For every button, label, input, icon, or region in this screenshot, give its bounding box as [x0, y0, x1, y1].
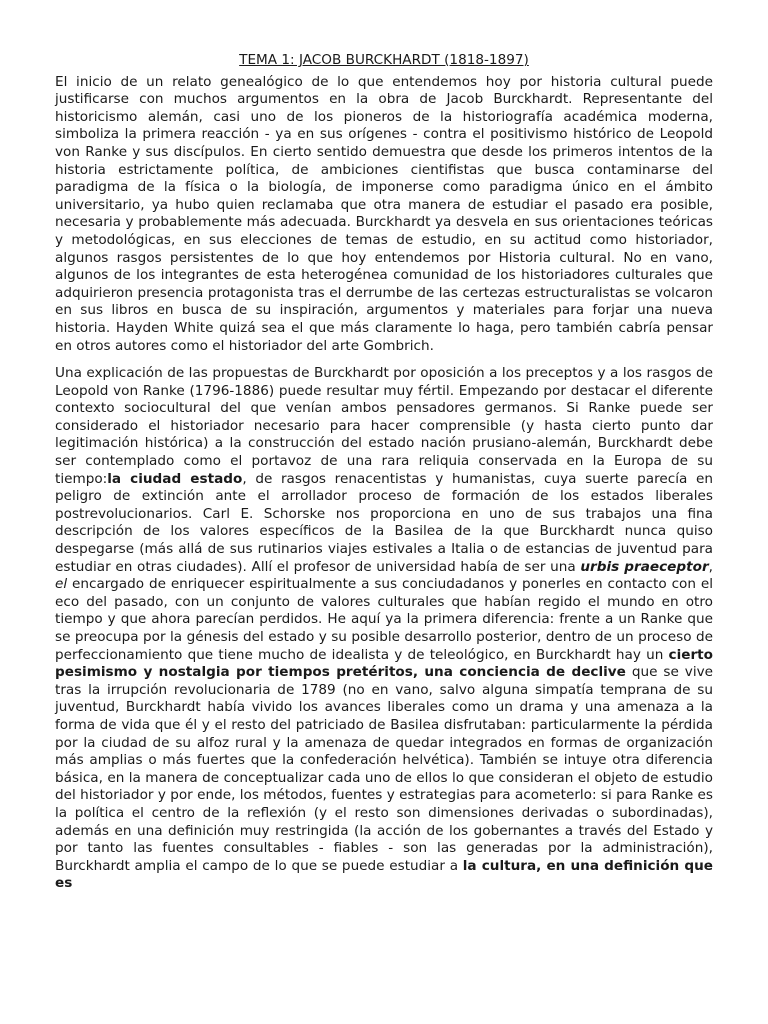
- bold-phrase-ciudad-estado: la ciudad estado: [107, 470, 243, 487]
- bold-phrase-pesimismo: cierto pesimismo y nostalgia por tiempos pretéritos, una conciencia de declive: [55, 646, 713, 681]
- paragraph-1: El inicio de un relato genealógico de lo que entendemos hoy por historia cultural puede justificarse con muchos argumentos en la obra de Jacob Burckhardt. Representante del historicismo alemán, casi uno de los pioneros de la historiografía académica moderna, simboliza la primera reacción - ya en sus orígenes - contra el positivismo histórico de Leopold von Ranke y sus discípulos. En cierto sentido demuestra que desde los primeros intentos de la historia estrictamente política, de ambiciones cientifistas que busca contaminarse del paradigma de la física o la biología, de imponerse como paradigma único en el ámbito universitario, ya hubo quien reclamaba que otra manera de estudiar el pasado era posible, necesaria y probablemente más adecuada. Burckhardt ya desvela en sus orientaciones teóricas y metodológicas, en sus elecciones de temas de estudio, en su actitud como historiador, algunos rasgos persistentes de lo que hoy entendemos por Historia cultural. No en vano, algunos de los integrantes de esta heterogénea comunidad de los historiadores culturales que adquirieron presencia protagonista tras el derrumbe de las certezas estructuralistas se volcaron en sus libros en busca de su inspiración, argumentos y materiales para forjar una nueva historia. Hayden White quizá sea el que más claramente lo haga, pero también cabría pensar en otros autores como el historiador del arte Gombrich.: [55, 73, 713, 354]
- italic-el: el: [55, 576, 68, 593]
- paragraph-2: [55, 365, 713, 893]
- bold-phrase-la-cultura: la cultura, en una definición que es: [55, 857, 713, 892]
- document-page: [55, 52, 713, 903]
- paragraph-2-text: Una explicación de las propuestas de Burckhardt por oposición a los preceptos y a los rasgos de Leopold von Ranke (1796-1886) puede resultar muy fértil. Empezando por destacar el diferente contexto sociocultural del que venían ambos pensadores germanos. Si Ranke puede ser considerado el historiador necesario para hacer comprensible (y hasta cierto punto dar legitimación histórica) a la construcción del estado nación prusiano-alemán, Burckhardt debe ser contemplado como el portavoz de una rara reliquia conservada en la Europa de su tiempo:: [55, 365, 713, 487]
- paragraph-2-text: que se vive tras la irrupción revolucionaria de 1789 (no en vano, salvo alguna simpatía temprana de su juventud, Burckhardt había vivido los avances liberales como un drama y una amenaza a la forma de vida que él y el resto del patriciado de Basilea disfrutaban: particularmente la pérdida por la ciudad de su alfoz rural y la amenaza de quedar integrados en formas de organización más amplias o más fuertes que la confederación helvética). También se intuye otra diferencia básica, en la manera de conceptualizar cada uno de ellos lo que consideran el objeto de estudio del historiador y por ende, los métodos, fuentes y estrategias para acometerlo: si para Ranke es la política el centro de la reflexión (y el resto son dimensiones derivadas o subordinadas), además en una definición muy restringida (la acción de los gobernantes a través del Estado y por tanto las fuentes consultables - fiables - son las generadas por la administración), Burckhardt amplia el campo de lo que se puede estudiar a: [55, 664, 714, 874]
- paragraph-2-text: encargado de enriquecer espiritualmente a sus conciudadanos y ponerles en contacto con el eco del pasado, con un conjunto de valores culturales que habían regido el mundo en otro tiempo y que ahora parecían perdidos. He aquí ya la primera diferencia: frente a un Ranke que se preocupa por la génesis del estado y su posible desarrollo posterior, dentro de un proceso de perfeccionamiento que tiene mucho de idealista y de teleológico, en Burckhardt hay un: [55, 576, 713, 663]
- paragraph-2-text: , de rasgos renacentistas y humanistas, cuya suerte parecía en peligro de extinción ante el arrollador proceso de formación de los estados liberales postrevolucionarios. Carl E. Schorske nos proporciona en uno de sus trabajos una fina descripción de los valores específicos de la Basilea de la que Burckhardt nunca quiso despegarse (más allá de sus rutinarios viajes estivales a Italia o de estancias de juventud para estudiar en otras ciudades). Allí el profesor de universidad había de ser una: [55, 470, 713, 575]
- paragraph-2-text: ,: [708, 558, 713, 575]
- bold-italic-urbis-praeceptor: urbis praeceptor: [580, 558, 709, 575]
- document-title: TEMA 1: JACOB BURCKHARDT (1818-1897): [239, 52, 529, 68]
